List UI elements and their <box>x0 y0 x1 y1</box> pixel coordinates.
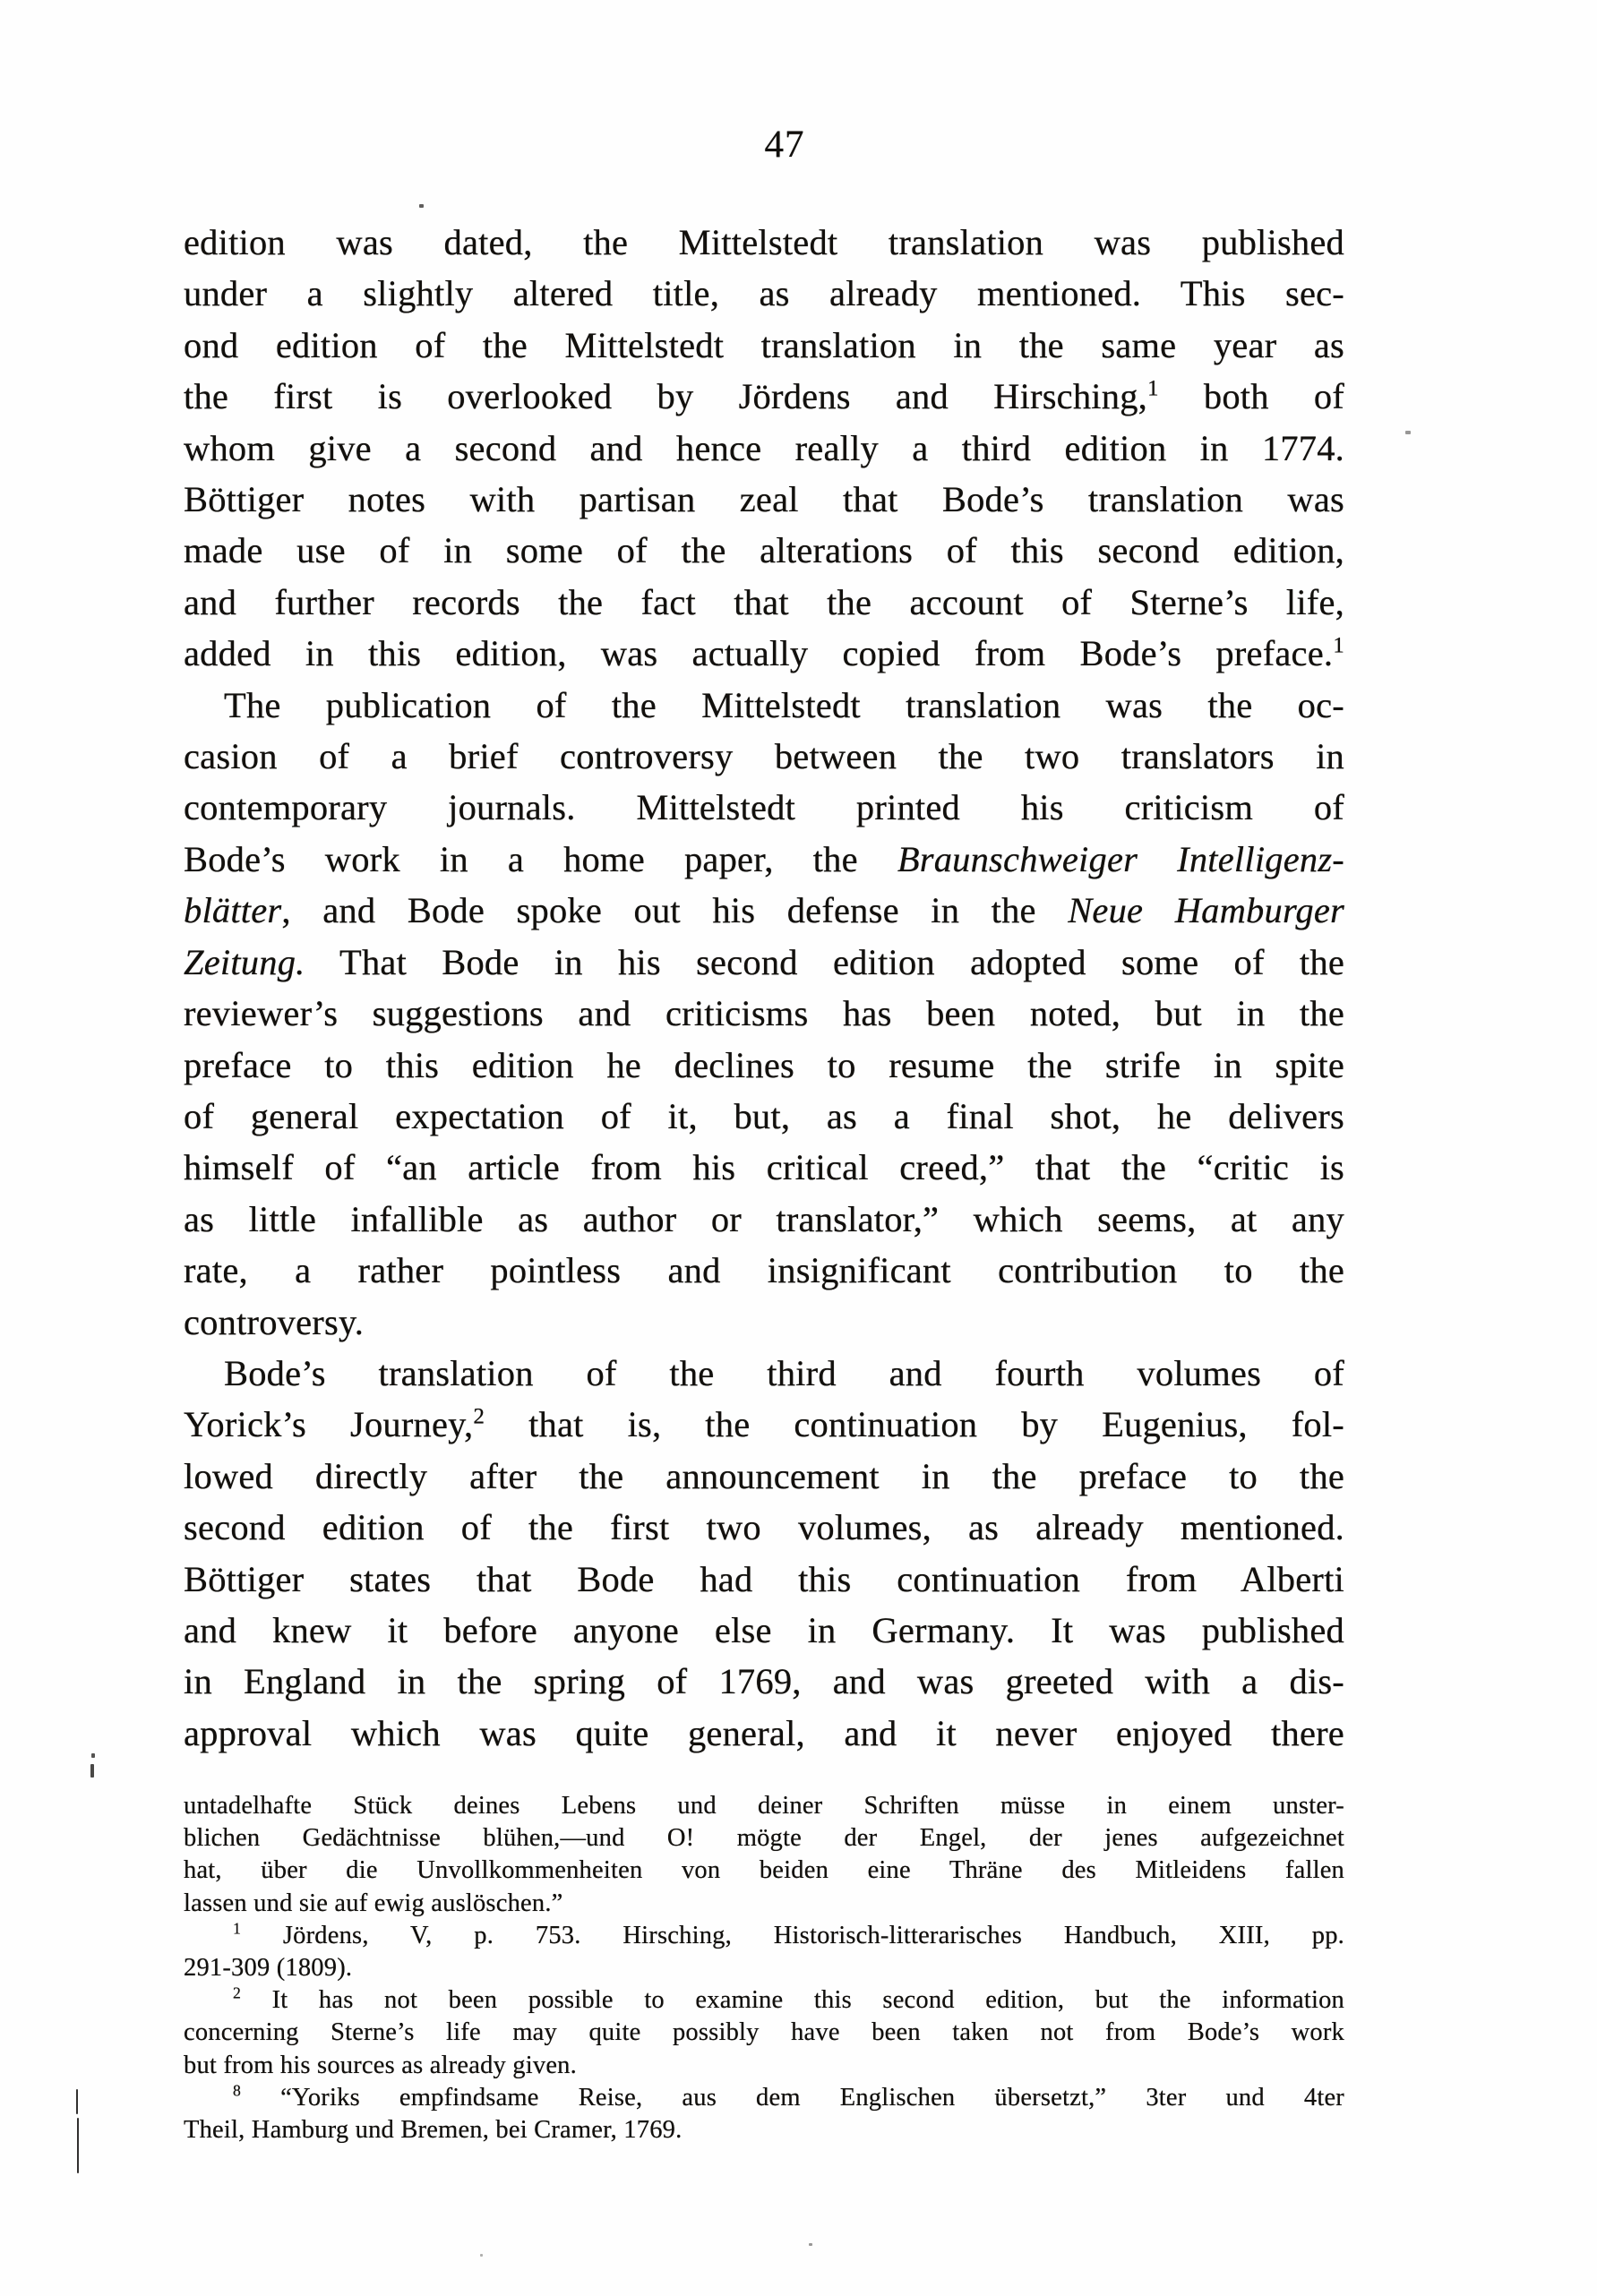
scan-speck <box>809 2243 812 2246</box>
text-segment: untadelhafte Stück deines Lebens und deiner Schriften müsse in einem unster- <box>184 1792 1344 1820</box>
footnote-marker: 2 <box>473 1404 485 1429</box>
text-segment: both of <box>1158 376 1344 417</box>
text-line <box>184 2082 1344 2114</box>
text-line <box>184 1888 1344 1920</box>
footnotes <box>184 1790 1344 2146</box>
footnote-marker: 1 <box>1146 376 1159 401</box>
text-segment: and knew it before anyone else in Germany. It was published <box>184 1609 1344 1650</box>
italic-text: Braunschweiger Intelligenz- <box>897 838 1344 879</box>
scan-mark-vertical-line <box>76 2089 78 2114</box>
footnote-marker: 2 <box>233 1983 242 2002</box>
text-line <box>184 1952 1344 1984</box>
text-line <box>184 423 1344 474</box>
scan-speck <box>480 2254 483 2257</box>
text-segment: Bode’s work in a home paper, the <box>184 838 897 879</box>
text-segment: Theil, Hamburg und Bremen, bei Cramer, 1769. <box>184 2116 683 2145</box>
text-segment: casion of a brief controversy between the two translators in <box>184 736 1344 777</box>
text-segment: and further records the fact that the account of Sterne’s life, <box>184 581 1344 622</box>
text-line <box>184 1855 1344 1887</box>
footnote-marker: 8 <box>233 2081 242 2100</box>
text-segment: Yorick’s Journey, <box>184 1404 474 1445</box>
text-segment: approval which was quite general, and it never enjoyed there <box>184 1712 1344 1753</box>
text-line <box>184 1920 1344 1952</box>
text-line <box>184 1091 1344 1142</box>
text-line <box>184 1554 1344 1605</box>
text-segment: Böttiger notes with partisan zeal that Bode’s translation was <box>184 479 1344 520</box>
text-line <box>184 320 1344 371</box>
italic-text: Neue Hamburger <box>1068 890 1344 931</box>
text-segment: It has not been possible to examine this second edition, but the information <box>241 1986 1344 2015</box>
text-line <box>184 2114 1344 2146</box>
text-segment: That Bode in his second edition adopted some of the <box>305 941 1344 982</box>
text-line <box>184 1297 1344 1348</box>
text-line <box>184 1142 1344 1193</box>
text-segment: , and Bode spoke out his defense in the <box>281 890 1069 931</box>
text-line <box>184 885 1344 936</box>
text-line <box>184 577 1344 628</box>
text-segment: Bode’s translation of the third and fourth volumes of <box>224 1352 1344 1393</box>
body-text <box>184 217 1344 1759</box>
text-line <box>184 2017 1344 2049</box>
text-segment: made use of in some of the alterations of this second edition, <box>184 530 1344 571</box>
scan-mark-vertical-line <box>77 2118 79 2173</box>
page-number: 47 <box>764 124 805 166</box>
text-line <box>184 834 1344 885</box>
text-segment: in England in the spring of 1769, and was greeted with a dis- <box>184 1661 1344 1702</box>
text-segment: rate, a rather pointless and insignificant contribution to the <box>184 1250 1344 1291</box>
text-line <box>184 2050 1344 2082</box>
italic-text: blätter <box>184 890 282 931</box>
text-line <box>184 1984 1344 2017</box>
text-segment: controversy. <box>184 1301 365 1342</box>
text-segment: “Yoriks empfindsame Reise, aus dem Englischen übersetzt,” 3ter und 4ter <box>241 2083 1344 2112</box>
text-line <box>184 731 1344 782</box>
footnote-marker: 1 <box>1333 633 1344 658</box>
text-line <box>184 474 1344 525</box>
text-line <box>184 1040 1344 1091</box>
text-segment: that is, the continuation by Eugenius, fol- <box>485 1404 1344 1445</box>
scan-mark-i-stem <box>90 1764 94 1778</box>
scan-speck <box>1405 431 1411 434</box>
text-line <box>184 680 1344 731</box>
footnote-marker: 1 <box>233 1919 242 1938</box>
text-segment: whom give a second and hence really a third edition in 1774. <box>184 427 1344 468</box>
text-line <box>184 1822 1344 1855</box>
text-segment: but from his sources as already given. <box>184 2051 577 2079</box>
text-segment: concerning Sterne’s life may quite possibly have been taken not from Bode’s work <box>184 2018 1344 2047</box>
text-line <box>184 1194 1344 1245</box>
scan-speck <box>419 204 424 208</box>
text-segment: blichen Gedächtnisse blühen,—und O! mögte der Engel, der jenes aufgezeichnet <box>184 1824 1344 1853</box>
text-line <box>184 1605 1344 1656</box>
text-segment: himself of “an article from his critical creed,” that the “critic is <box>184 1147 1344 1188</box>
text-segment: Jördens, V, p. 753. Hirsching, Historisch-litterarisches Handbuch, XIII, pp. <box>241 1921 1344 1949</box>
text-line <box>184 1451 1344 1502</box>
text-line <box>184 525 1344 576</box>
text-segment: preface to this edition he declines to resume the strife in spite <box>184 1044 1344 1085</box>
text-line <box>184 1708 1344 1759</box>
text-segment: 291-309 (1809). <box>184 1954 353 1983</box>
text-line <box>184 1399 1344 1450</box>
text-segment: the first is overlooked by Jördens and Hirsching, <box>184 376 1147 417</box>
text-line <box>184 782 1344 833</box>
text-segment: edition was dated, the Mittelstedt translation was published <box>184 222 1344 262</box>
text-line <box>184 217 1344 268</box>
scan-mark-i-dot <box>91 1753 95 1758</box>
text-segment: added in this edition, was actually copied from Bode’s preface. <box>184 633 1334 674</box>
text-segment: Böttiger states that Bode had this continuation from Alberti <box>184 1558 1344 1599</box>
text-line <box>184 1790 1344 1822</box>
text-line <box>184 1348 1344 1399</box>
text-segment: The publication of the Mittelstedt translation was the oc- <box>224 684 1344 725</box>
text-segment: as little infallible as author or translator,” which seems, at any <box>184 1198 1344 1239</box>
text-segment: hat, über die Unvollkommenheiten von beiden eine Thräne des Mitleidens fallen <box>184 1856 1344 1885</box>
text-line <box>184 628 1344 679</box>
text-segment: reviewer’s suggestions and criticisms has been noted, but in the <box>184 993 1344 1034</box>
text-line <box>184 1656 1344 1707</box>
text-line <box>184 268 1344 319</box>
italic-text: Zeitung. <box>184 941 305 982</box>
text-line <box>184 988 1344 1039</box>
text-segment: contemporary journals. Mittelstedt printed his criticism of <box>184 787 1344 828</box>
text-line <box>184 1245 1344 1296</box>
text-segment: under a slightly altered title, as already mentioned. This sec- <box>184 273 1344 314</box>
text-segment: of general expectation of it, but, as a final shot, he delivers <box>184 1095 1344 1136</box>
text-line <box>184 937 1344 988</box>
text-line <box>184 371 1344 422</box>
text-segment: second edition of the first two volumes, as already mentioned. <box>184 1507 1344 1548</box>
text-segment: ond edition of the Mittelstedt translation in the same year as <box>184 324 1344 365</box>
text-line <box>184 1502 1344 1553</box>
text-segment: lassen und sie auf ewig auslöschen.” <box>184 1889 563 1917</box>
text-segment: lowed directly after the announcement in the preface to the <box>184 1455 1344 1496</box>
